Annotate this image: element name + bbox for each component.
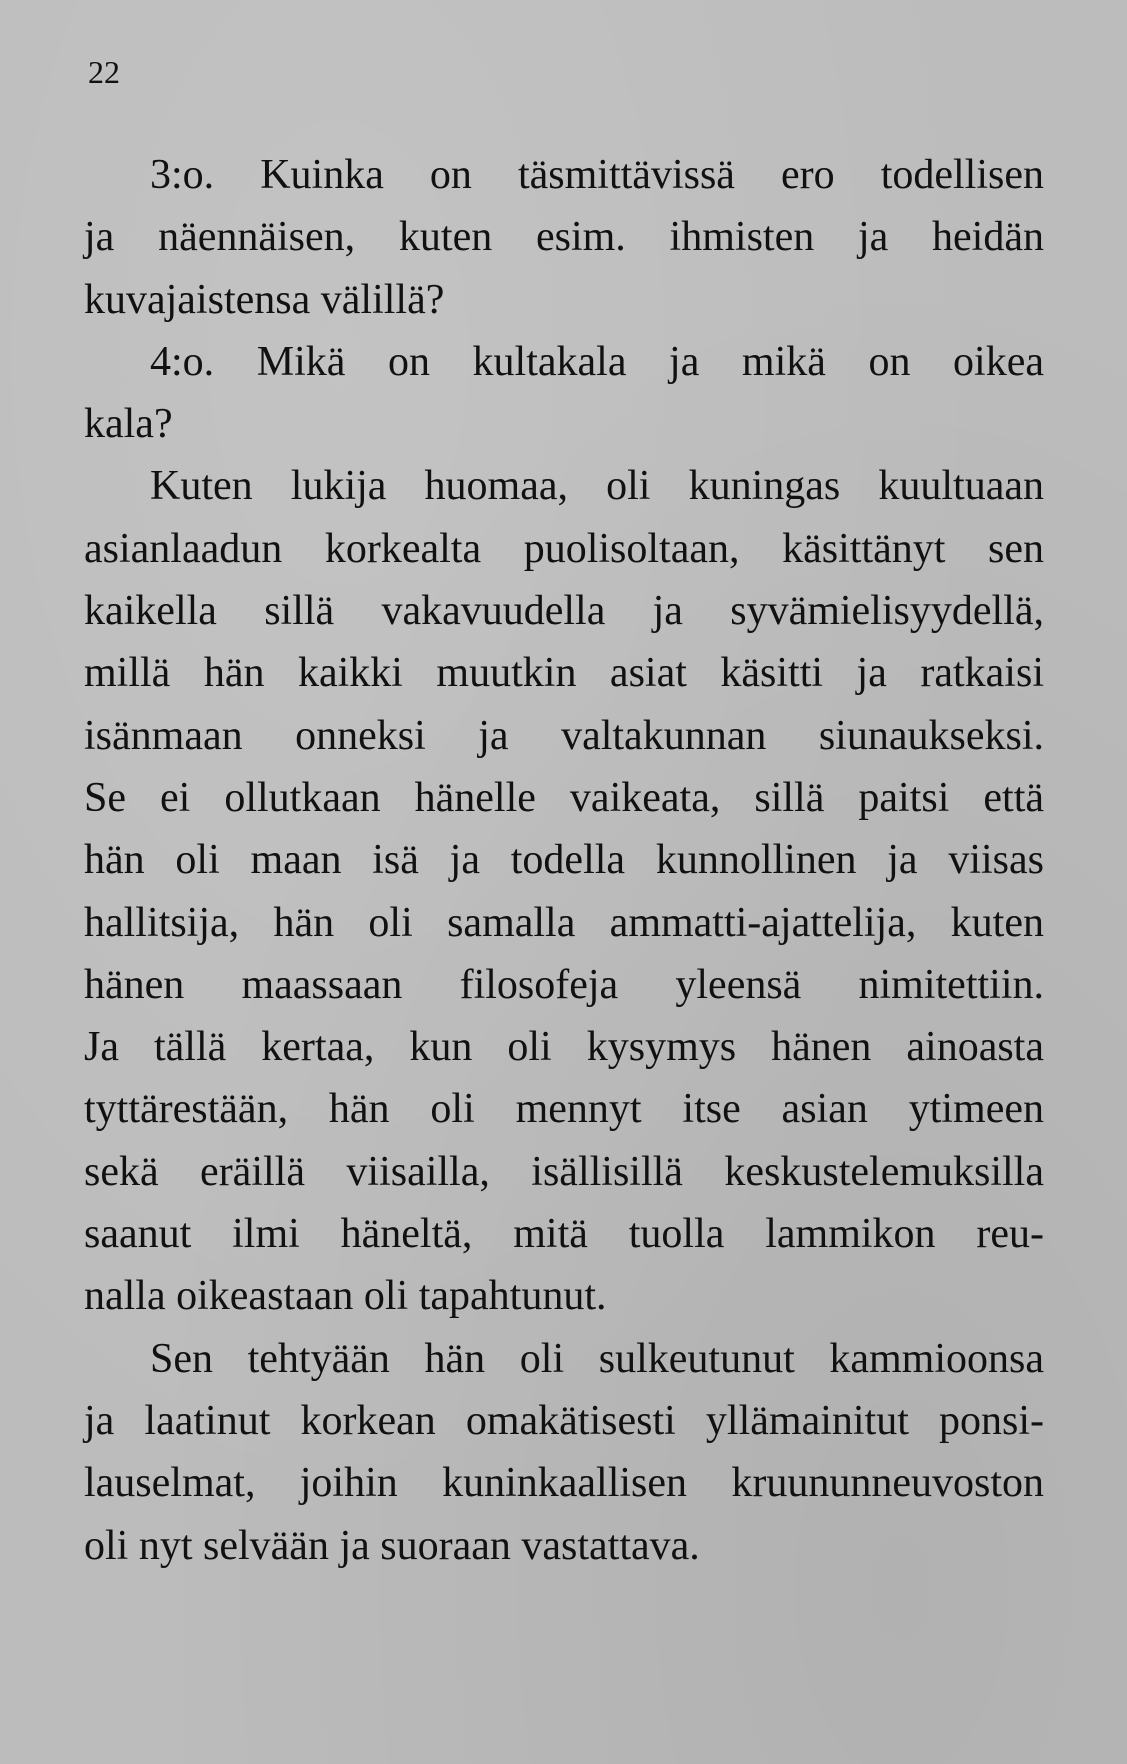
text-line: millä hän kaikki muutkin asiat käsitti ja ratkaisi [84,650,1044,697]
text-line: nalla oikeastaan oli tapahtunut. [84,1273,607,1320]
text-line: ja näennäisen, kuten esim. ihmisten ja heidän [84,214,1044,261]
text-line: Sen tehtyään hän oli sulkeutunut kammioonsa [150,1335,1044,1382]
text-line: Se ei ollutkaan hänelle vaikeata, sillä paitsi että [84,774,1044,821]
text-line: 3:o. Kuinka on täsmittävissä ero todellisen [150,152,1044,198]
text-line: kala? [84,401,173,448]
text-line: Ja tällä kertaa, kun oli kysymys hänen ainoasta [84,1024,1044,1071]
text-line: hän oli maan isä ja todella kunnollinen ja viisas [84,837,1044,884]
text-line: 4:o. Mikä on kultakala ja mikä on oikea [150,338,1044,385]
text-line: Kuten lukija huomaa, oli kuningas kuultuaan [150,463,1044,510]
text-line: kuvajaistensa välillä? [84,276,445,323]
text-line: oli nyt selvään ja suoraan vastattava. [84,1522,700,1569]
text-line: saanut ilmi häneltä, mitä tuolla lammikon reu- [84,1211,1044,1258]
text-line: isänmaan onneksi ja valtakunnan siunaukseksi. [84,712,1044,759]
text-line: sekä eräillä viisailla, isällisillä keskustelemuksilla [84,1148,1044,1195]
text-line: hallitsija, hän oli samalla ammatti-ajattelija, kuten [84,899,1044,946]
text-line: tyttärestään, hän oli mennyt itse asian ytimeen [84,1086,1044,1133]
text-line: asianlaadun korkealta puolisoltaan, käsittänyt sen [84,525,1044,572]
body-text [84,144,1044,1577]
text-line: hänen maassaan filosofeja yleensä nimitettiin. [84,961,1044,1008]
text-line: kaikella sillä vakavuudella ja syvämielisyydellä, [84,588,1044,635]
page-number: 22 [88,54,120,90]
text-line: lauselmat, joihin kuninkaallisen kruununneuvoston [84,1460,1044,1507]
text-line: ja laatinut korkean omakätisesti yllämainitut ponsi- [84,1397,1044,1444]
